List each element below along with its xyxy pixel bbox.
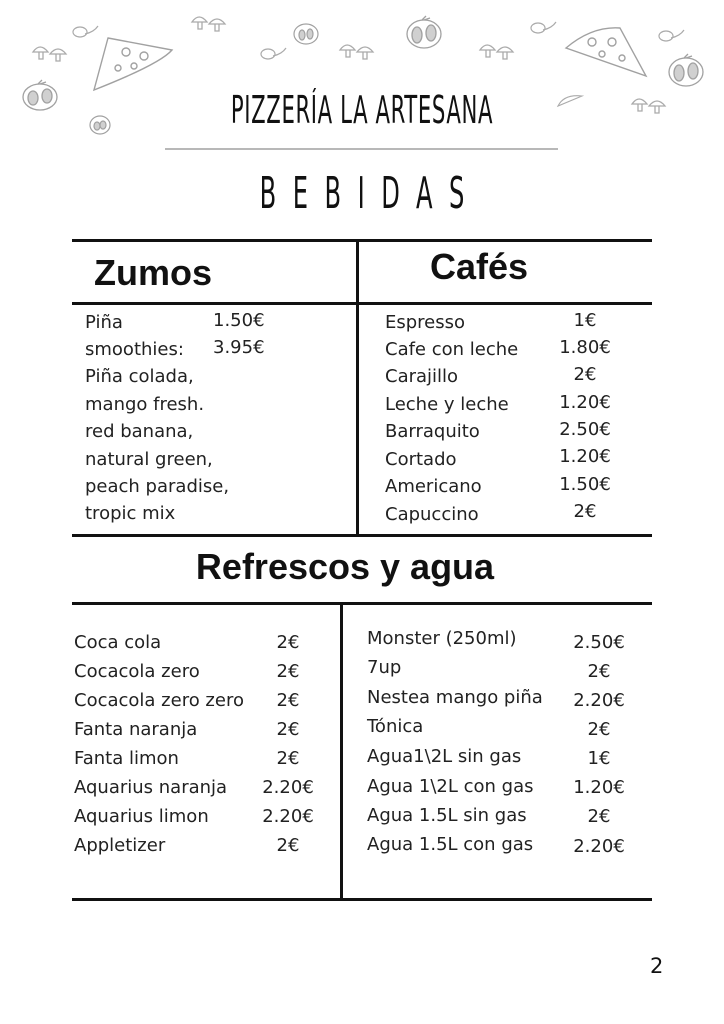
basil-icon [258, 42, 288, 62]
list-item-price: 2€ [276, 748, 300, 769]
section-title-zumos: Zumos [94, 252, 213, 293]
list-item: Nestea mango piña [367, 687, 543, 708]
column-divider-bottom [340, 602, 343, 900]
list-item: Cocacola zero zero [74, 690, 244, 711]
list-item: Aquarius limon [74, 806, 209, 827]
list-item-price: 2€ [276, 632, 300, 653]
section-bottom-rule [72, 534, 652, 537]
column-divider-top [356, 239, 359, 536]
list-item-price: 1€ [587, 748, 611, 769]
list-item-price: 1.20€ [559, 392, 611, 413]
list-item-price: 2€ [573, 501, 597, 522]
list-item-price: 2.20€ [262, 777, 314, 798]
list-item: Leche y leche [385, 394, 509, 415]
list-item: Cortado [385, 449, 457, 470]
list-item: Coca cola [74, 632, 162, 653]
tomato-icon [20, 78, 60, 112]
list-item: Barraquito [385, 421, 480, 442]
list-item: Tónica [367, 716, 424, 737]
list-item: Agua 1\2L con gas [367, 776, 534, 797]
list-item: Piña colada, [85, 366, 194, 387]
list-item: tropic mix [85, 503, 176, 524]
tomato-icon [404, 14, 444, 50]
section-title-refrescos: Refrescos y agua [195, 546, 495, 587]
page-number: 2 [650, 954, 664, 978]
list-item-price: 1.20€ [559, 446, 611, 467]
list-item-price: 2.20€ [573, 690, 625, 711]
list-item-price: 2€ [276, 661, 300, 682]
refrescos-header-rule [72, 602, 652, 605]
list-item: Appletizer [74, 835, 166, 856]
restaurant-name: PIZZERÍA LA ARTESANA [230, 88, 494, 132]
list-item-price: 2€ [276, 690, 300, 711]
list-item: natural green, [85, 449, 213, 470]
section-title-cafes: Cafés [430, 246, 529, 287]
list-item: Carajillo [385, 366, 459, 387]
list-item: Americano [385, 476, 482, 497]
mushroom-icon [30, 42, 72, 64]
list-item: Capuccino [385, 504, 479, 525]
list-item: Agua 1.5L sin gas [367, 805, 527, 826]
list-item-price: 2€ [587, 806, 611, 827]
list-item: Agua 1.5L con gas [367, 834, 534, 855]
list-item: Piña [85, 312, 123, 333]
list-item-price: 1.80€ [559, 337, 611, 358]
pizza-slice-icon [90, 32, 176, 94]
list-item-price: 2€ [276, 835, 300, 856]
list-item-price: 1€ [573, 310, 597, 331]
list-item-price: 2.20€ [262, 806, 314, 827]
list-item: mango fresh. [85, 394, 205, 415]
table-top-rule [72, 239, 652, 242]
header-bottom-rule [72, 302, 652, 305]
table-bottom-rule [72, 898, 652, 901]
list-item: smoothies: [85, 339, 184, 360]
pizza-slice-icon [562, 24, 650, 80]
list-item: Espresso [385, 312, 466, 333]
list-item-price: 2.50€ [573, 632, 625, 653]
list-item-price: 3.95€ [213, 337, 265, 358]
list-item-price: 1.50€ [559, 474, 611, 495]
list-item-price: 1.20€ [573, 777, 625, 798]
mushroom-icon [630, 94, 670, 116]
list-item-price: 1.50€ [213, 310, 265, 331]
list-item: Cafe con leche [385, 339, 519, 360]
list-item-price: 2.20€ [573, 836, 625, 857]
list-item-price: 2€ [587, 719, 611, 740]
basil-icon [656, 24, 686, 44]
list-item: peach paradise, [85, 476, 230, 497]
mushroom-icon [338, 40, 378, 62]
mushroom-icon [478, 40, 518, 62]
list-item: 7up [367, 657, 402, 678]
list-item-price: 2€ [276, 719, 300, 740]
list-item-price: 2€ [587, 661, 611, 682]
basil-icon [528, 16, 558, 36]
list-item: Aquarius naranja [74, 777, 228, 798]
list-item-price: 2€ [573, 364, 597, 385]
tomato-icon [292, 20, 320, 46]
list-item: Fanta limon [74, 748, 179, 769]
list-item: red banana, [85, 421, 194, 442]
title-divider [165, 148, 558, 150]
tomato-icon [88, 112, 112, 136]
list-item: Cocacola zero [74, 661, 200, 682]
list-item: Monster (250ml) [367, 628, 517, 649]
list-item: Agua1\2L sin gas [367, 746, 522, 767]
list-item-price: 2.50€ [559, 419, 611, 440]
page-title: BEBIDAS [259, 168, 481, 219]
tomato-icon [666, 52, 706, 88]
list-item: Fanta naranja [74, 719, 198, 740]
mushroom-icon [190, 12, 230, 34]
